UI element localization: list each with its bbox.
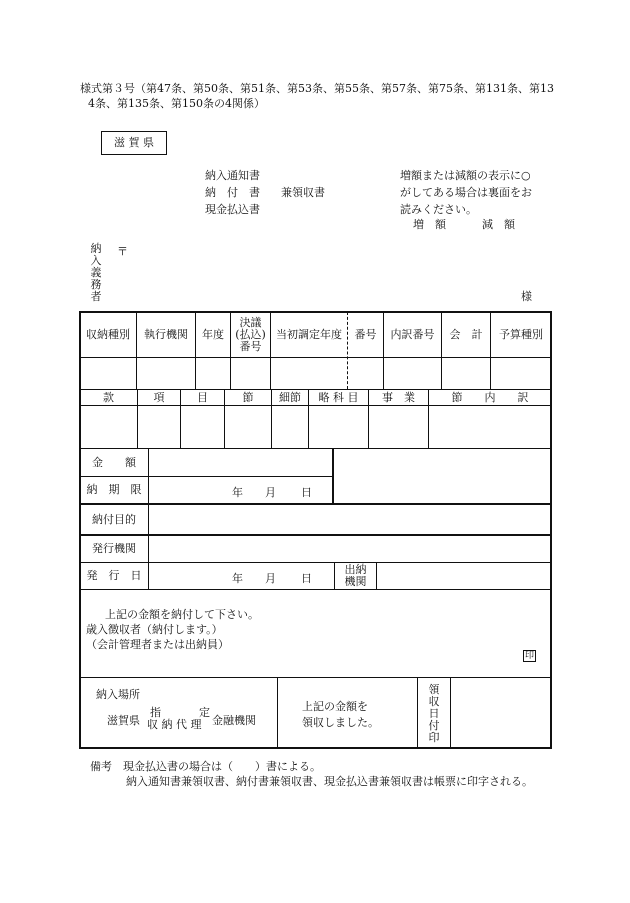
col-kettei-3: 番号 — [239, 339, 262, 353]
hakko-year: 年 — [232, 572, 243, 585]
col-kettei-1: 決議 — [239, 315, 262, 329]
nouki-day: 日 — [301, 486, 312, 499]
prefecture-box — [101, 131, 167, 155]
col-kaikei: 会 計 — [449, 327, 483, 341]
prefecture-name: 滋 賀 県 — [114, 136, 154, 149]
main-table — [79, 311, 552, 749]
suito-kikan-1: 出納 — [344, 563, 367, 576]
row-hakko-kikan: 発行機関 — [92, 542, 136, 555]
col-kan: 款 — [103, 390, 114, 404]
col-setsu: 節 — [242, 390, 254, 404]
footnote-line2: 納入通知書兼領収書、納付書兼領収書、現金払込書兼領収書は帳票に印字される。 — [126, 775, 533, 788]
col-toshochotei: 当初調定年度 — [276, 327, 342, 341]
row-mokuteki: 納付目的 — [92, 512, 136, 526]
col-shikkou: 執行機関 — [144, 327, 188, 341]
col-naiyaku: 内訳番号 — [390, 327, 435, 341]
payer-label: 納入義務者 — [90, 242, 102, 303]
statement-line3: （会計管理者または出納員） — [86, 638, 229, 651]
seal-mark — [523, 650, 536, 662]
col-shunou: 収納種別 — [86, 327, 130, 341]
honorific: 様 — [521, 290, 532, 303]
hakko-month: 月 — [265, 572, 276, 585]
col-saisetsu: 細節 — [279, 390, 301, 404]
nouki-month: 月 — [265, 486, 276, 499]
col-nendo: 年度 — [202, 327, 224, 341]
decrease-label: 減 額 — [482, 218, 515, 231]
footnote-line1: 備考 現金払込書の場合は（ ）書による。 — [90, 760, 321, 773]
title-cash: 現金払込書 — [205, 203, 260, 216]
col-bango: 番号 — [354, 327, 377, 341]
place-label: 納入場所 — [96, 688, 140, 701]
increase-label: 増 額 — [413, 218, 446, 231]
note-line1: 増額または減額の表示に○ — [400, 169, 531, 182]
suito-kikan-2: 機関 — [344, 575, 367, 588]
statement-line2: 歳入徴収者（納付します。） — [86, 623, 223, 636]
kinyu-kikan: 金融機関 — [212, 714, 256, 727]
row-nouki: 納 期 限 — [86, 483, 142, 496]
col-ko: 項 — [153, 390, 165, 404]
postal-mark: 〒 — [117, 245, 128, 258]
row-kingaku: 金 額 — [92, 455, 136, 469]
note-line3: 読みください。 — [400, 203, 477, 216]
shitei-2: 定 — [199, 706, 210, 719]
received-line1: 上記の金額を — [302, 700, 368, 713]
col-yosan: 予算種別 — [499, 327, 543, 341]
shiga-label: 滋賀県 — [107, 714, 140, 727]
hakko-day: 日 — [301, 572, 312, 585]
statement-line1: 上記の金額を納付して下さい。 — [105, 608, 259, 621]
row-hakko-bi: 発 行 日 — [86, 569, 142, 582]
suito-kikan — [335, 563, 376, 589]
col-moku: 目 — [197, 390, 208, 404]
col-setsunaiyaku: 節 内 訳 — [451, 390, 529, 404]
receipt-date-stamp: 領収日付印 — [428, 683, 440, 744]
col-kettei — [231, 312, 270, 357]
col-ryakka: 略 科 目 — [318, 390, 359, 404]
form-reference-line1: 様式第３号（第47条、第50条、第51条、第53条、第55条、第57条、第75条、第131条、第13 — [80, 82, 554, 95]
col-kettei-2: (払込) — [235, 327, 266, 341]
nouki-year: 年 — [232, 486, 243, 499]
col-jigyo: 事 業 — [382, 390, 415, 404]
shuno-dairi: 収 納 代 理 — [147, 718, 202, 731]
title-notice: 納入通知書 — [205, 169, 260, 182]
title-payment: 納 付 書 — [205, 186, 260, 199]
note-line2: がしてある場合は裏面をお — [400, 186, 532, 199]
received-line2: 領収しました。 — [302, 716, 379, 729]
shitei-1: 指 — [150, 706, 161, 719]
title-receipt: 兼領収書 — [281, 186, 325, 199]
seal-text: 印 — [524, 651, 534, 661]
form-reference-line2: 4条、第135条、第150条の4関係） — [88, 97, 265, 110]
